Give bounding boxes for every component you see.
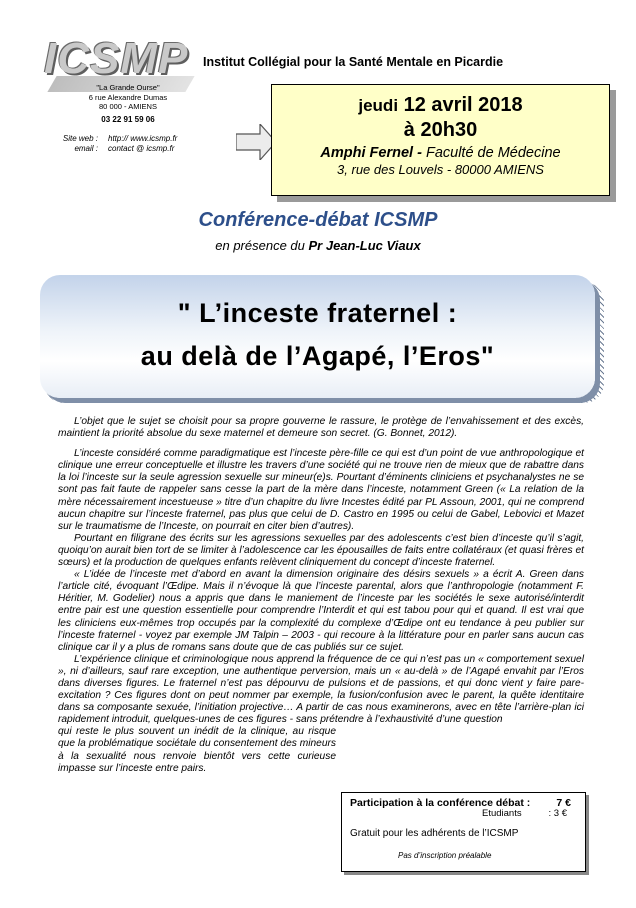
participation-label: Participation à la conférence débat : [350,797,531,809]
paragraph: L’expérience clinique et criminologique nous apprend la fréquence de ce qui n’est pas un « comportement sexuel », ni d’ailleurs, sauf rare exception, une authentique perversion, mais un « au-delà » de l’Agapé envahit par l’Eros dans diverses figures. Le fraternel n’est pas dépourvu de pulsions et de passions, et qui donc vient y faire pare-excitation ? Ces figures dont on peut nommer par exemple, la fusion/confusion avec le parent, la quête identitaire dans sa composante sexuée, l’initiation projective… A partir de cas nous examinerons, avec en tête l’arrière-plan ici rapidement introduit, quelques-unes de ces figures - sans prétendre à l’exhaustivité d’une question [58,653,584,726]
phone-number: 03 22 91 59 06 [101,114,155,124]
paragraph: Pourtant en filigrane des écrits sur les agressions sexuelles par des adolescents c’est bien d’inceste qu’il s’agit, quoiqu’on aurait bien tort de se limiter à l’adolescence car les épousailles de faits entre collatéraux (et quasi frères et sœurs) et la production de quelques enfants relèvent cliniquement du concept d’inceste fraternel. [58,532,584,569]
students-label: Etudiants [482,808,522,819]
logo-text: ICSMP [44,34,189,83]
icsmp-logo [44,34,194,84]
event-date-value: 12 avril 2018 [403,94,523,116]
speaker-name: Pr Jean-Luc Viaux [308,238,421,253]
institute-name: Institut Collégial pour la Santé Mentale en Picardie [203,55,504,69]
venue-faculty: Faculté de Médecine [425,145,561,161]
main-title [40,292,595,378]
email-link[interactable]: contact @ icsmp.fr [108,144,175,153]
venue-name: Amphi Fernel - [320,145,422,161]
conference-title: Conférence-débat ICSMP [198,209,438,231]
paragraph: L’objet que le sujet se choisit pour sa propre gouverne le rassure, le protège de l’envahissement et des excès, maintient la priorité absolue du sexe maternel et demeure son secret. (G. Bonnet, 2012). [58,416,584,440]
no-registration: Pas d’inscription préalable [398,851,492,860]
event-day: jeudi [358,96,399,115]
students-price: : 3 € [548,808,567,819]
contact-info [46,134,177,154]
paragraph: « L’idée de l’inceste met d’abord en avant la dimension originaire des désirs sexuels » a écrit A. Green dans l’article cité, évoquant l’Œdipe. Mais il n’évoque là que l’inceste parental, alors que l’anthropologie (notamment F. Héritier, M. Godelier) nous a appris que dans le maniement de l’inceste par les sociétés le sexe autorisé/interdit entre pair est une question essentielle pour comprendre l’Interdit et qui est tabou pour qui et quand. Il est vrai que les cliniciens eux-mêmes trop occupés par la complexité du complexe d’Œdipe ont eu tendance à peu publier sur l’inceste fraternel - voyez par exemple JM Talpin – 2003 - qui recoure à la littérature pour en parler sans aucun cas clinique car il y a plus de romans sans doute que de cas publiés sur ce sujet. [58,569,584,653]
arrow-right-icon [236,124,276,160]
abstract-text [58,416,584,775]
address-line: 80 000 - AMIENS [99,102,157,111]
postal-address [78,83,178,124]
main-title-line: au delà de l’Agapé, l’Eros" [140,341,495,371]
email-label: email : [74,144,98,153]
free-members: Gratuit pour les adhérents de l’ICSMP [350,828,519,839]
event-date [272,94,609,117]
address-line: 6 rue Alexandre Dumas [88,92,168,102]
web-link[interactable]: http:// www.icsmp.fr [108,134,178,143]
event-address: 3, rue des Louvels - 80000 AMIENS [337,162,544,177]
paragraph: qui reste le plus souvent un inédit de la clinique, au risque que la problématique sociétale du consentement des mineurs à la sexualité nous renvoie bientôt vers cette curieuse impasse sur l’inceste entre pairs. [58,726,336,774]
event-time: à 20h30 [403,119,478,141]
event-venue [272,145,609,161]
paragraph: L’inceste considéré comme paradigmatique est l’inceste père-fille ce qui est d’un point de vue anthropologique et clinique une erreur conceptuelle et illustre les travers d’une société qui ne trouve rien de mieux que de rabattre dans la loi l’inceste sur la seule agression sexuelle sur mineur(e)s. Pourtant d’éminents cliniciens et psychanalystes ne se sont pas fait faute de rappeler sans cesse la part de la mère dans l’inceste, notamment Green (« La relation de la mère nécessairement incestueuse » titre d’un chapitre du livre Incestes édité par PL Assoun, 2001, qui ne comprend aucun chapitre sur l’inceste fraternel, pas plus que celui de D. Castro en 1995 ou celui de Gabel, Lebovici et Mazet sur le traumatisme de l’Inceste, on pourrait en citer bien d’autres). [58,448,584,532]
web-label: Site web : [62,134,98,143]
presence-prefix: en présence du [215,238,305,253]
participation-price: 7 € [556,797,571,809]
address-line: "La Grande Ourse" [96,83,160,92]
main-title-line: " L’inceste fraternel : [177,298,458,328]
participation-box [341,792,586,872]
event-date-box [271,84,610,196]
speaker-line [0,238,636,253]
